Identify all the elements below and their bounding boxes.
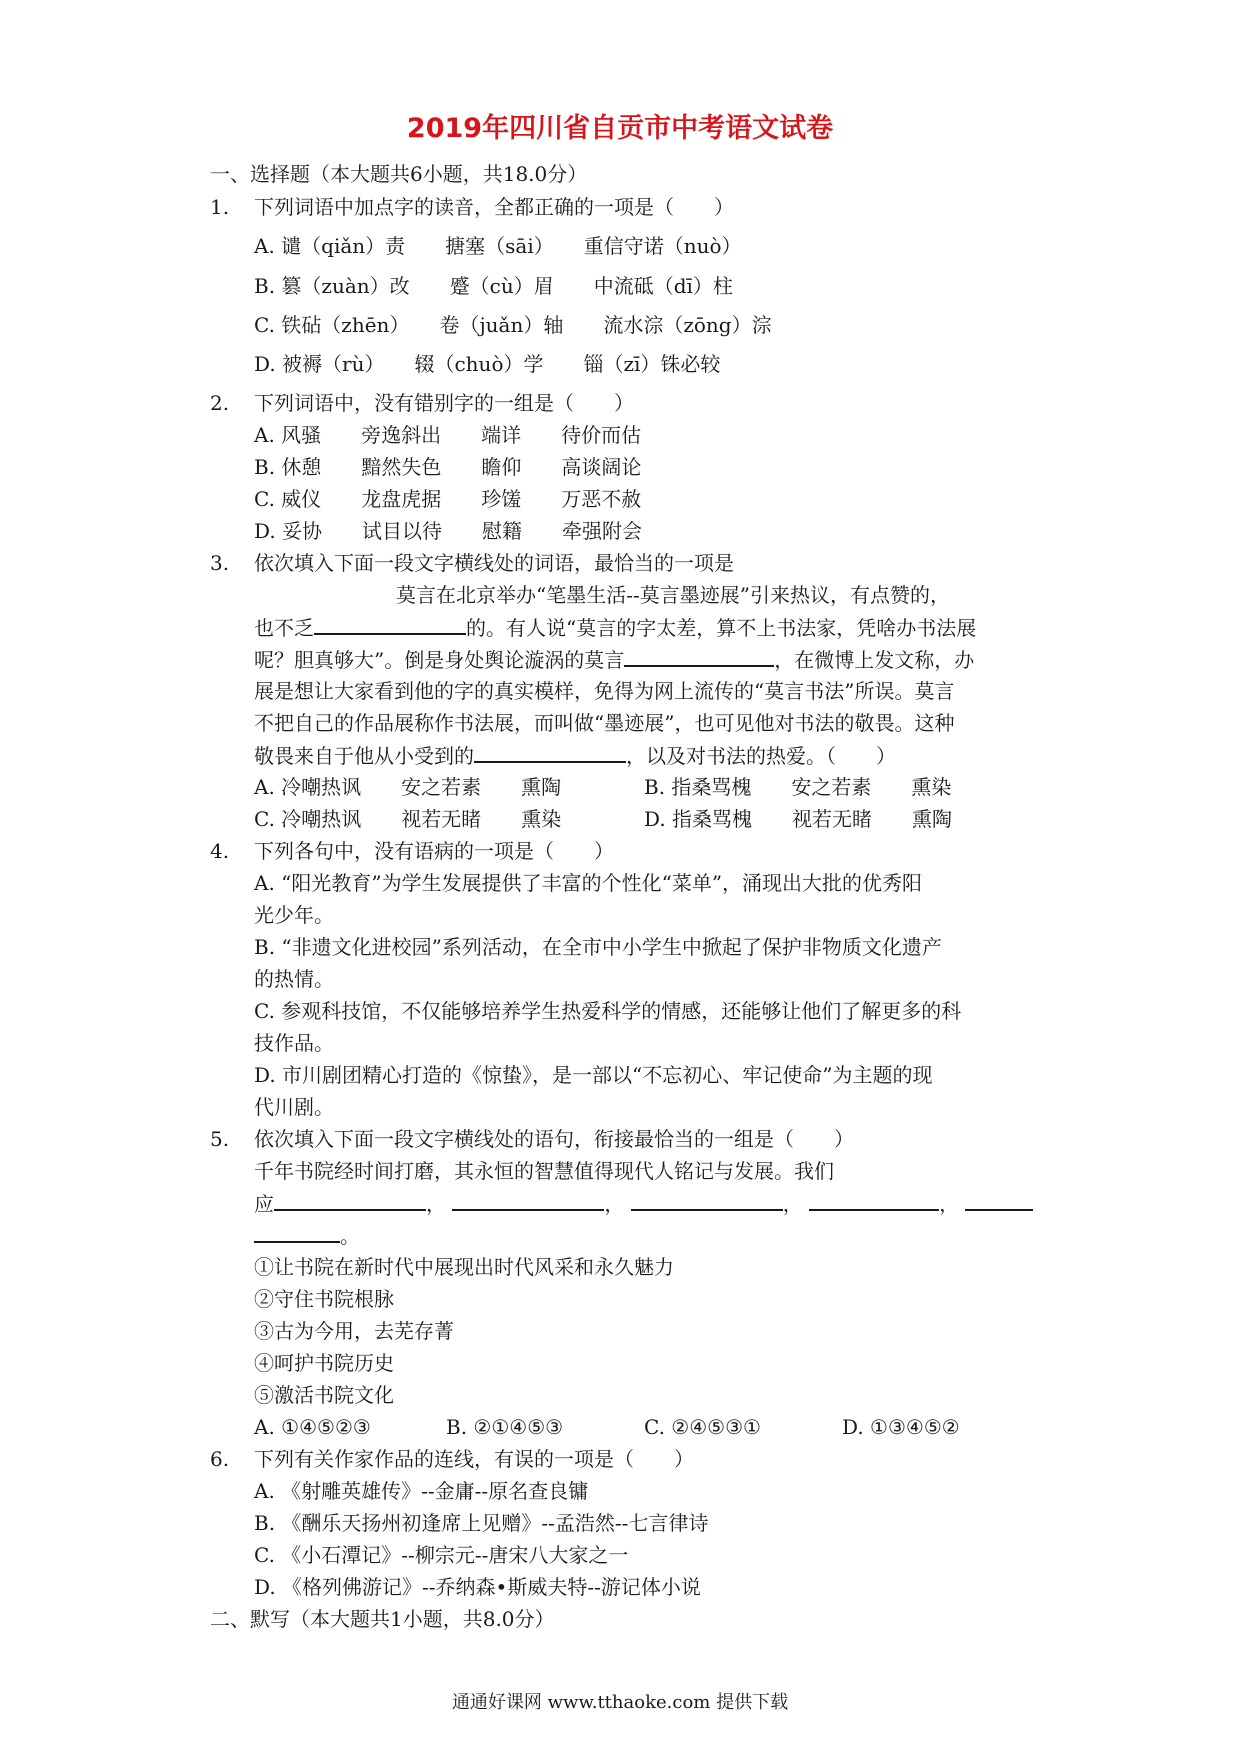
option-a: A. ①④⑤②③ <box>254 1415 371 1439</box>
separator: ， <box>426 1192 446 1216</box>
question-stem: 下列词语中，没有错别字的一组是（ ） <box>254 391 634 415</box>
separator: ， <box>939 1192 960 1216</box>
option-a: A. 《射雕英雄传》--金庸--原名查良镛 <box>254 1479 589 1503</box>
option-a: A. “阳光教育”为学生发展提供了丰富的个性化“菜单”，涌现出大批的优秀阳 <box>254 871 923 895</box>
option-c: C. 威仪 龙盘虎据 珍馐 万恶不赦 <box>254 487 642 511</box>
passage-text: 的。有人说“莫言的字太差，算不上书法家，凭啥办书法展 <box>466 616 977 640</box>
question-number: 5. <box>210 1127 230 1151</box>
separator: ， <box>604 1192 625 1216</box>
fill-blank <box>452 1189 604 1211</box>
option-c: C. 参观科技馆，不仅能够培养学生热爱科学的情感，还能够让他们了解更多的科 <box>254 999 962 1023</box>
option-d: D. 妥协 试目以待 慰籍 牵强附会 <box>254 519 643 543</box>
passage-line: 莫言在北京举办“笔墨生活--莫言墨迹展”引来热议，有点赞的， <box>396 583 950 607</box>
question-stem: 下列有关作家作品的连线，有误的一项是（ ） <box>254 1447 694 1471</box>
question-number: 2. <box>210 391 230 415</box>
option-a: A. 冷嘲热讽 安之若素 熏陶 <box>254 775 562 799</box>
option-b: B. 篡（zuàn）改 蹙（cù）眉 中流砥（dī）柱 <box>254 274 733 298</box>
passage-text: ，以及对书法的热爱。（ ） <box>626 744 896 768</box>
fill-blank <box>474 741 626 763</box>
question-stem: 下列词语中加点字的读音，全都正确的一项是（ ） <box>254 195 734 219</box>
fill-blank <box>624 645 774 667</box>
list-item: ①让书院在新时代中展现出时代风采和永久魅力 <box>254 1255 674 1279</box>
passage-text: 也不乏 <box>254 616 314 640</box>
option-c: C. 铁砧（zhēn） 卷（juǎn）轴 流水淙（zōng）淙 <box>254 313 772 337</box>
option-d-cont: 代川剧。 <box>254 1095 334 1119</box>
question-stem: 依次填入下面一段文字横线处的词语，最恰当的一项是 <box>254 551 734 575</box>
list-item: ②守住书院根脉 <box>254 1287 394 1311</box>
question-stem: 下列各句中，没有语病的一项是（ ） <box>254 839 614 863</box>
fill-blank <box>631 1189 783 1211</box>
passage-line <box>254 645 974 674</box>
section-heading: 二、默写（本大题共1小题，共8.0分） <box>210 1607 555 1631</box>
option-c-cont: 技作品。 <box>254 1031 334 1055</box>
option-d: D. 《格列佛游记》--乔纳森•斯威夫特--游记体小说 <box>254 1575 701 1599</box>
option-c: C. ②④⑤③① <box>644 1415 761 1439</box>
fill-blank <box>965 1189 1033 1211</box>
option-b: B. 休憩 黯然失色 瞻仰 高谈阔论 <box>254 455 642 479</box>
passage-line: 展是想让大家看到他的字的真实模样，免得为网上流传的“莫言书法”所误。莫言 <box>254 679 955 703</box>
question-number: 4. <box>210 839 230 863</box>
option-a-cont: 光少年。 <box>254 903 334 927</box>
fill-blank <box>314 613 466 635</box>
passage-line: 千年书院经时间打磨，其永恒的智慧值得现代人铭记与发展。我们 <box>254 1159 834 1183</box>
footer-note: 通通好课网 www.tthaoke.com 提供下载 <box>451 1692 789 1713</box>
option-d: D. 指桑骂槐 视若无睹 熏陶 <box>644 807 953 831</box>
blank-line <box>254 1189 1033 1218</box>
option-b: B. ②①④⑤③ <box>446 1415 564 1439</box>
list-item: ③古为今用，去芜存菁 <box>254 1319 454 1343</box>
option-d: D. 市川剧团精心打造的《惊蛰》，是一部以“不忘初心、牢记使命”为主题的现 <box>254 1063 933 1087</box>
passage-text: 敬畏来自于他从小受到的 <box>254 744 474 768</box>
fill-blank <box>274 1189 426 1211</box>
option-d: D. 被褥（rù） 辍（chuò）学 锱（zī）铢必较 <box>254 352 721 376</box>
option-d: D. ①③④⑤② <box>842 1415 960 1439</box>
passage-text: ，在微博上发文称，办 <box>774 648 975 672</box>
option-c: C. 冷嘲热讽 视若无睹 熏染 <box>254 807 562 831</box>
question-number: 6. <box>210 1447 230 1471</box>
blank-line-cont <box>254 1221 360 1250</box>
question-number: 1. <box>210 195 230 219</box>
passage-text: 应 <box>254 1192 274 1216</box>
end-mark: 。 <box>340 1224 360 1248</box>
option-a: A. 风骚 旁逸斜出 端详 待价而估 <box>254 423 642 447</box>
list-item: ⑤激活书院文化 <box>254 1383 394 1407</box>
list-item: ④呵护书院历史 <box>254 1351 394 1375</box>
page-title: 2019年四川省自贡市中考语文试卷 <box>406 113 834 144</box>
option-b: B. 指桑骂槐 安之若素 熏染 <box>644 775 952 799</box>
option-b: B. “非遗文化进校园”系列活动，在全市中小学生中掀起了保护非物质文化遗产 <box>254 935 942 959</box>
option-c: C. 《小石潭记》--柳宗元--唐宋八大家之一 <box>254 1543 629 1567</box>
separator: ， <box>782 1192 803 1216</box>
fill-blank <box>809 1189 939 1211</box>
passage-line <box>254 613 976 642</box>
option-b: B. 《酬乐天扬州初逢席上见赠》--孟浩然--七言律诗 <box>254 1511 709 1535</box>
passage-text: 呢？胆真够大”。倒是身处舆论漩涡的莫言 <box>254 648 625 672</box>
question-number: 3. <box>210 551 230 575</box>
section-heading: 一、选择题（本大题共6小题，共18.0分） <box>210 162 588 186</box>
question-stem: 依次填入下面一段文字横线处的语句，衔接最恰当的一组是（ ） <box>254 1127 854 1151</box>
passage-line <box>254 741 896 770</box>
option-a: A. 谴（qiǎn）责 搪塞（sāi） 重信守诺（nuò） <box>254 234 742 258</box>
option-b-cont: 的热情。 <box>254 967 334 991</box>
fill-blank <box>254 1221 340 1243</box>
passage-line: 不把自己的作品展称作书法展，而叫做“墨迹展”，也可见他对书法的敬畏。这种 <box>254 711 955 735</box>
